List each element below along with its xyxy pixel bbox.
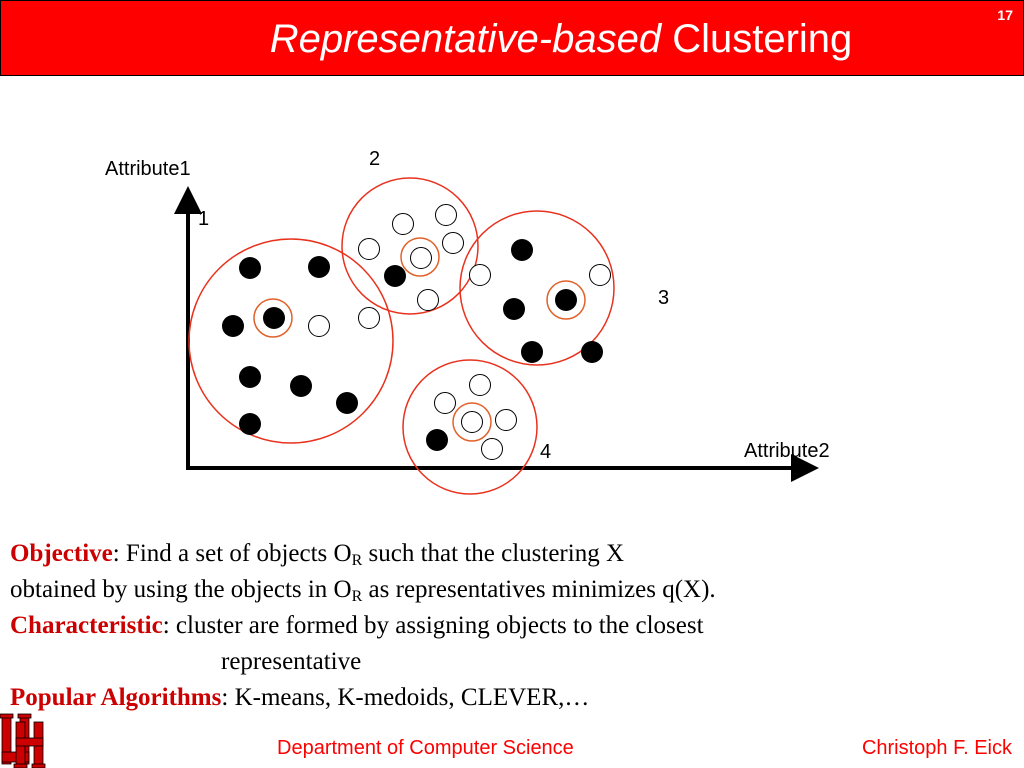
hollow-object — [462, 412, 483, 433]
cluster-label-2: 2 — [369, 148, 381, 170]
hollow-object — [435, 393, 456, 414]
hollow-object — [411, 248, 432, 269]
hollow-object — [470, 265, 491, 286]
filled-object — [555, 289, 577, 311]
filled-object — [511, 239, 533, 261]
slide-body — [10, 536, 970, 716]
filled-object — [239, 413, 261, 435]
hollow-object — [393, 214, 414, 235]
hollow-object — [590, 265, 611, 286]
hollow-object — [443, 233, 464, 254]
algorithms-text: : K-means, K-medoids, CLEVER,… — [221, 684, 590, 711]
objective-label: Objective — [10, 540, 113, 567]
filled-object — [290, 375, 312, 397]
filled-object — [581, 341, 603, 363]
filled-object — [222, 315, 244, 337]
hollow-object — [496, 410, 517, 431]
hollow-object — [359, 308, 380, 329]
y-axis-label: Attribute1 — [105, 158, 191, 180]
x-axis-label: Attribute2 — [744, 440, 830, 462]
objective-subscript-2: R — [351, 588, 363, 605]
slide-title-rest: Clustering — [661, 17, 853, 61]
filled-object — [521, 341, 543, 363]
hollow-object — [436, 205, 457, 226]
characteristic-line-2: representative — [221, 648, 362, 675]
cluster-label-4: 4 — [540, 441, 552, 463]
objective-line-2 — [10, 572, 970, 608]
filled-object — [263, 307, 285, 329]
objective-text-d: as representatives minimizes q(X). — [362, 576, 716, 603]
algorithms-label: Popular Algorithms — [10, 684, 222, 711]
objective-text-b: such that the clustering X — [362, 540, 625, 567]
cluster-label-3: 3 — [658, 287, 670, 309]
footer-author: Christoph F. Eick — [861, 737, 1012, 759]
objective-line-1 — [10, 536, 970, 572]
objective-text-c: obtained by using the objects in O — [10, 576, 352, 603]
slide-title-emphasis: Representative-based — [269, 17, 662, 61]
hollow-object — [418, 290, 439, 311]
footer-department: Department of Computer Science — [277, 737, 574, 759]
cluster-label-1: 1 — [198, 208, 210, 230]
slide-number: 17 — [997, 7, 1013, 23]
filled-object — [308, 256, 330, 278]
hollow-object — [482, 439, 503, 460]
characteristic-label: Characteristic — [10, 612, 163, 639]
filled-object — [239, 366, 261, 388]
characteristic-line-1 — [10, 608, 970, 644]
hollow-object — [309, 316, 330, 337]
hollow-object — [359, 239, 380, 260]
filled-object — [336, 392, 358, 414]
filled-object — [239, 257, 261, 279]
algorithms-line — [10, 680, 970, 716]
filled-object — [426, 429, 448, 451]
objective-subscript: R — [351, 552, 363, 569]
filled-object — [503, 298, 525, 320]
hollow-object — [470, 375, 491, 396]
objective-text-a: : Find a set of objects O — [112, 540, 352, 567]
filled-object — [384, 265, 406, 287]
cluster-circle-1 — [189, 239, 393, 443]
characteristic-text: : cluster are formed by assigning objects to the closest — [162, 612, 704, 639]
university-logo-icon — [0, 712, 46, 768]
